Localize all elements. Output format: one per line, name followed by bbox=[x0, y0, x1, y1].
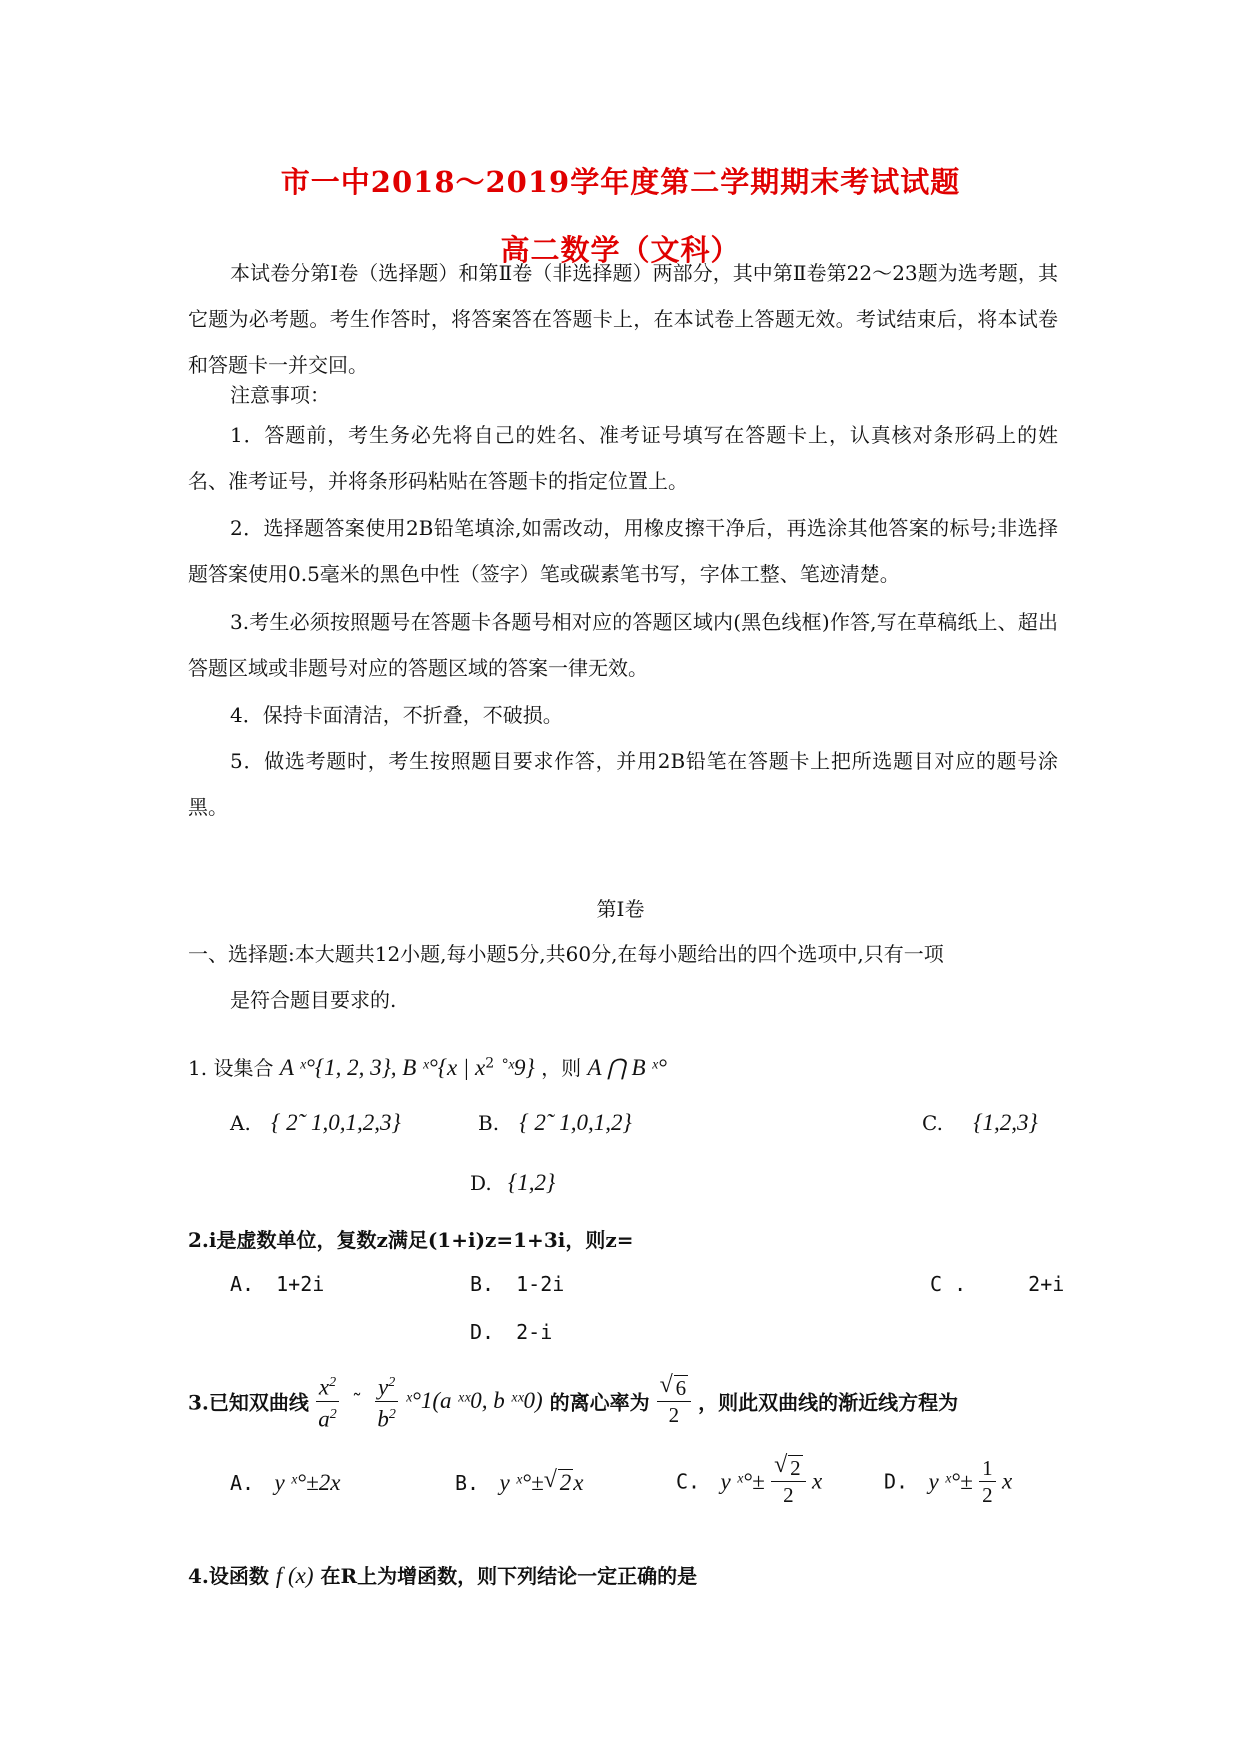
numerator: √ 6 bbox=[657, 1375, 692, 1402]
fraction-1-over-2 bbox=[979, 1455, 996, 1508]
q2-option-b[interactable] bbox=[470, 1272, 564, 1296]
question-3-equation: ˣ°1(a ˣˣ0, b ˣˣ0) bbox=[405, 1388, 543, 1414]
option-label: C. bbox=[922, 1111, 943, 1135]
notice-3: 3.考生必须按照题号在答题卡各题号相对应的答题区域内(黑色线框)作答,写在草稿纸上、超出答题区域或非题号对应的答题区域的答案一律无效。 bbox=[188, 610, 1058, 680]
option-text: 1-2i bbox=[516, 1272, 565, 1296]
q3-option-d[interactable] bbox=[884, 1455, 1012, 1508]
question-3-stem bbox=[188, 1370, 958, 1432]
var-x: x bbox=[1001, 1468, 1013, 1494]
question-2-stem: 2.i是虚数单位，复数z满足(1+i)z=1+3i，则z= bbox=[188, 1228, 634, 1252]
option-label: B. bbox=[455, 1471, 480, 1495]
numerator: $x^2$ bbox=[316, 1370, 339, 1402]
question-4-stem bbox=[188, 1560, 697, 1589]
fraction-eccentricity bbox=[657, 1375, 692, 1428]
question-1-math: A ˣ°{1, 2, 3}, B ˣ°{x | x bbox=[279, 1055, 486, 1080]
question-1-number: 1. bbox=[188, 1056, 208, 1080]
q2-option-a[interactable] bbox=[230, 1272, 324, 1296]
numerator: 1 bbox=[979, 1455, 996, 1482]
question-1-math-3: A ⋂ B ˣ° bbox=[587, 1055, 667, 1080]
question-1-math-2: ˚ˣ9} bbox=[494, 1055, 535, 1080]
question-1-stem bbox=[188, 1052, 667, 1081]
denominator: 2 bbox=[783, 1483, 794, 1507]
option-label: A. bbox=[230, 1272, 255, 1296]
option-text: {1,2} bbox=[508, 1170, 556, 1195]
question-1-tail: ，则 bbox=[541, 1056, 582, 1080]
exam-subtitle: 高二数学（文科） bbox=[500, 233, 741, 267]
option-label: C . bbox=[930, 1272, 967, 1296]
option-label: D. bbox=[470, 1320, 495, 1344]
notice-4: 4．保持卡面清洁，不折叠，不破损。 bbox=[230, 703, 563, 727]
function-f-x: f (x) bbox=[275, 1563, 314, 1588]
denominator: $b^2$ bbox=[377, 1406, 396, 1432]
numerator: $y^2$ bbox=[375, 1370, 398, 1402]
q1-option-d[interactable] bbox=[470, 1170, 555, 1196]
notice-heading: 注意事项： bbox=[230, 383, 330, 407]
fraction-sqrt2-over-2 bbox=[771, 1455, 806, 1508]
question-3-eq-text: 的离心率为 bbox=[549, 1390, 650, 1415]
option-label: B. bbox=[478, 1111, 500, 1135]
notice-1: 1．答题前，考生务必先将自己的姓名、准考证号填写在答题卡上，认真核对条形码上的姓名、准考证号，并将条形码粘贴在答题卡的指定位置上。 bbox=[188, 423, 1058, 493]
q3-option-b[interactable] bbox=[455, 1470, 583, 1496]
option-text: 2+i bbox=[1028, 1272, 1065, 1296]
section1-instructions: 一、选择题:本大题共12小题,每小题5分,共60分,在每小题给出的四个选项中,只有一项 bbox=[188, 942, 944, 966]
q3-option-c[interactable] bbox=[676, 1455, 822, 1508]
notice-2: 2．选择题答案使用2B铅笔填涂,如需改动，用橡皮擦干净后，再选涂其他答案的标号;非选择题答案使用0.5毫米的黑色中性（签字）笔或碳素笔书写，字体工整、笔迹清楚。 bbox=[188, 516, 1058, 586]
section1-instructions-cont: 是符合题目要求的. bbox=[230, 988, 397, 1012]
square-exponent: 2 bbox=[485, 1055, 495, 1072]
option-label: D. bbox=[470, 1171, 492, 1195]
option-text: y ˣ°± bbox=[928, 1468, 973, 1494]
option-text: y ˣ°±2x bbox=[274, 1470, 341, 1495]
option-text: { 2˜ 1,0,1,2} bbox=[519, 1110, 632, 1135]
fraction-y2-b2 bbox=[375, 1370, 398, 1432]
denominator: 2 bbox=[668, 1402, 680, 1427]
q1-option-c[interactable] bbox=[922, 1110, 1038, 1136]
option-label: A. bbox=[230, 1111, 251, 1135]
option-text: 2-i bbox=[516, 1320, 553, 1344]
q2-option-c[interactable] bbox=[930, 1272, 1064, 1296]
option-label: A. bbox=[230, 1471, 255, 1495]
q1-option-a[interactable] bbox=[230, 1110, 401, 1136]
option-text: {1,2,3} bbox=[973, 1110, 1038, 1135]
sqrt-2: √ 2 bbox=[544, 1470, 574, 1496]
section-label: 第Ⅰ卷 bbox=[596, 897, 645, 921]
option-text: 1+2i bbox=[276, 1272, 325, 1296]
option-text: y ˣ°± bbox=[720, 1468, 765, 1494]
option-label: C. bbox=[676, 1469, 701, 1494]
denominator: 2 bbox=[982, 1483, 993, 1507]
minus-sign: ˜ bbox=[352, 1389, 363, 1414]
exam-title: 市一中2018～2019学年度第二学期期末考试试题 bbox=[280, 165, 961, 199]
notice-5: 5．做选考题时，考生按照题目要求作答，并用2B铅笔在答题卡上把所选题目对应的题号涂黑。 bbox=[188, 749, 1058, 819]
option-text: { 2˜ 1,0,1,2,3} bbox=[271, 1110, 401, 1135]
denominator: $a^2$ bbox=[318, 1406, 337, 1432]
q3-option-a[interactable] bbox=[230, 1470, 340, 1496]
numerator: √ 2 bbox=[771, 1455, 806, 1482]
question-4-suffix: 在R上为增函数，则下列结论一定正确的是 bbox=[320, 1564, 698, 1588]
var-x: x bbox=[573, 1470, 584, 1495]
q2-option-d[interactable] bbox=[470, 1320, 552, 1344]
question-1-text: 设集合 bbox=[213, 1056, 274, 1080]
var-x: x bbox=[811, 1468, 823, 1494]
question-3-suffix: ，则此双曲线的渐近线方程为 bbox=[698, 1390, 959, 1415]
question-3-prefix: 3.已知双曲线 bbox=[188, 1390, 309, 1415]
option-label: B. bbox=[470, 1272, 495, 1296]
intro-paragraph: 本试卷分第Ⅰ卷（选择题）和第Ⅱ卷（非选择题）两部分，其中第Ⅱ卷第22～23题为选考题，其它题为必考题。考生作答时，将答案答在答题卡上，在本试卷上答题无效。考试结束后，将本试卷和答题卡一并交回。 bbox=[188, 261, 1058, 377]
option-text: y ˣ°± bbox=[499, 1470, 544, 1495]
option-label: D. bbox=[884, 1469, 909, 1494]
fraction-x2-a2 bbox=[316, 1370, 339, 1432]
question-4-prefix: 4.设函数 bbox=[188, 1564, 269, 1588]
q1-option-b[interactable] bbox=[478, 1110, 632, 1136]
